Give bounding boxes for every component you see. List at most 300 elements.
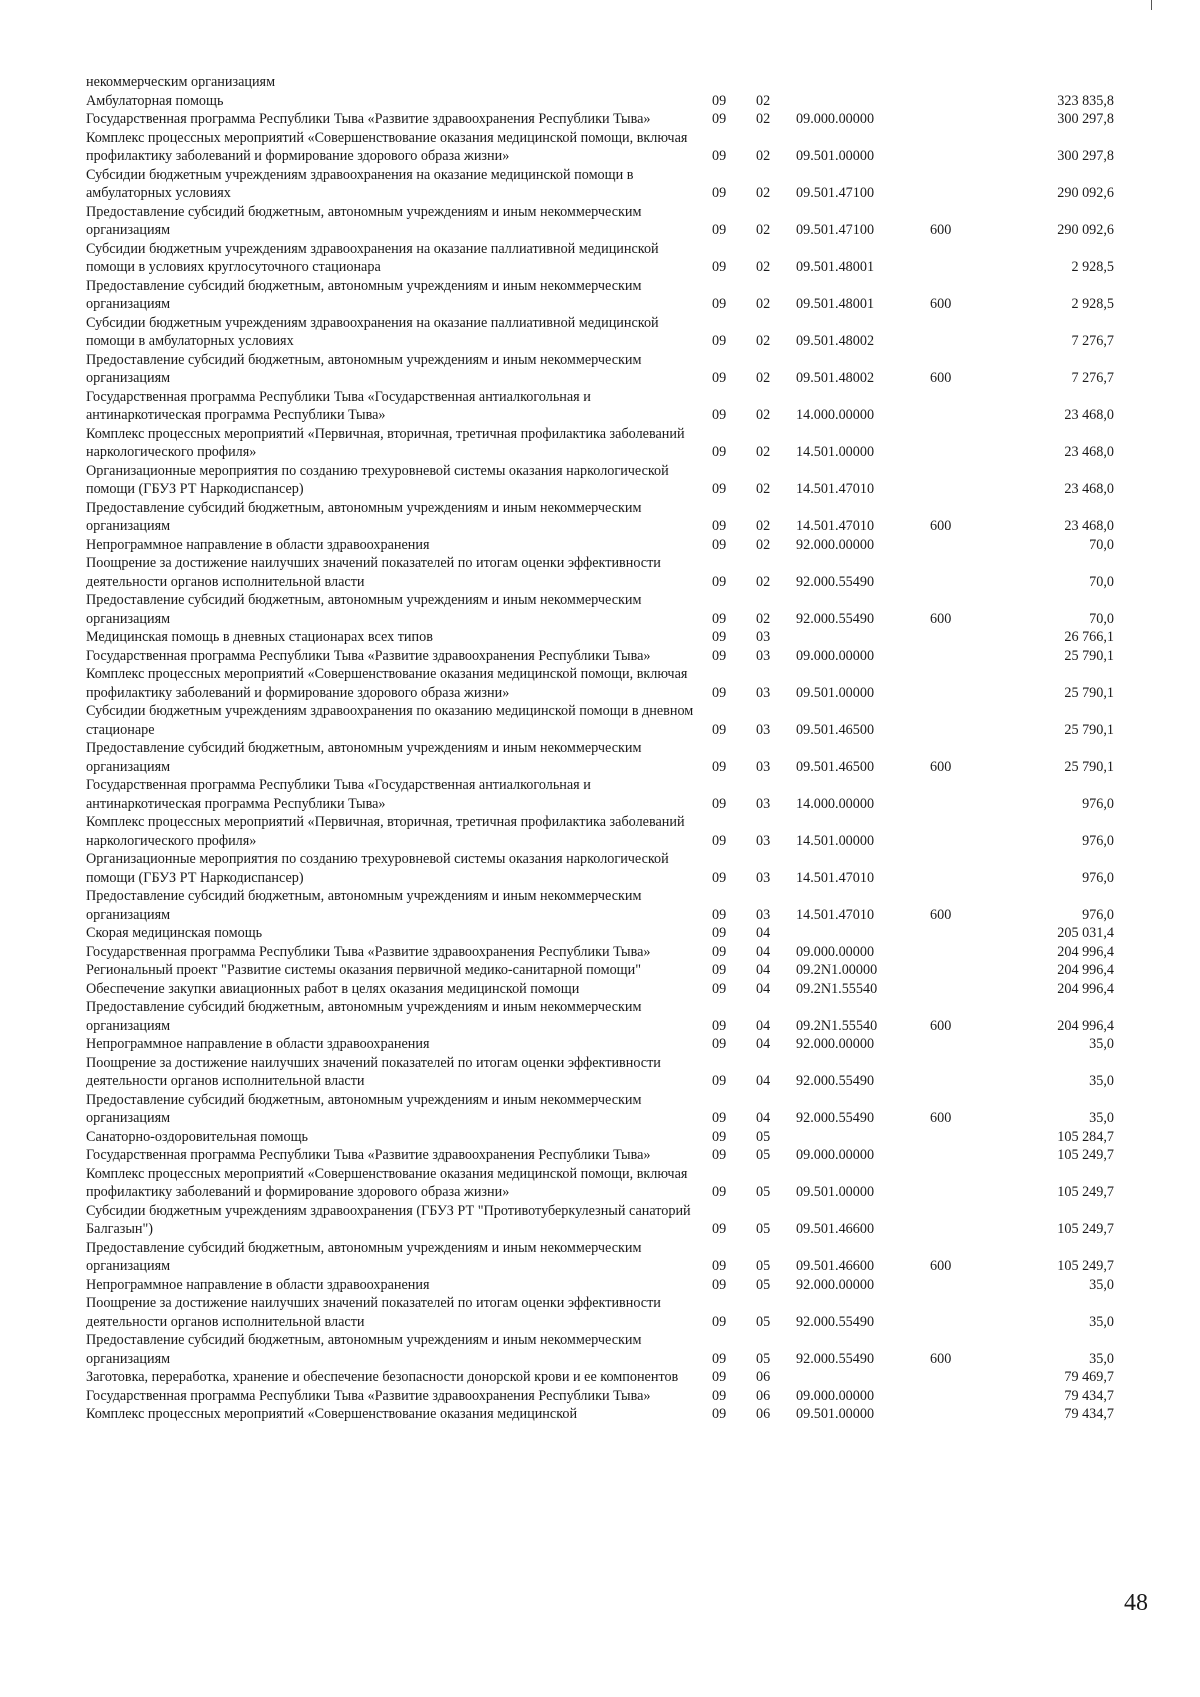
- row-subsection: 03: [756, 647, 771, 664]
- row-amount: 323 835,8: [1057, 92, 1114, 109]
- table-row: [86, 1054, 1126, 1091]
- row-expense-type: [918, 776, 990, 813]
- table-row: [86, 92, 1126, 111]
- table-row: [86, 129, 1126, 166]
- row-target-article: 09.2N1.00000: [796, 962, 878, 978]
- row-amount: 290 092,6: [1057, 222, 1114, 238]
- row-section: 09: [712, 647, 727, 664]
- row-amount: 70,0: [1089, 610, 1114, 627]
- row-target-article: 09.501.48002: [796, 370, 875, 386]
- row-subsection: 05: [756, 1147, 771, 1163]
- row-section: 09: [712, 1313, 727, 1330]
- row-expense-type: [918, 850, 990, 887]
- row-name: Государственная программа Республики Тыва «Развитие здравоохранения Республики Тыва»: [86, 111, 651, 127]
- row-expense-type: [918, 425, 990, 462]
- row-section: 09: [712, 943, 727, 960]
- row-expense-type: 600: [930, 758, 952, 775]
- row-amount: 23 468,0: [1064, 518, 1114, 534]
- row-section: 09: [712, 832, 727, 849]
- table-row: [86, 980, 1126, 999]
- budget-table: [86, 73, 1126, 1424]
- table-row: [86, 1035, 1126, 1054]
- table-row: [86, 166, 1126, 203]
- row-amount: 205 031,4: [1057, 925, 1114, 941]
- row-amount: 105 284,7: [1057, 1128, 1114, 1145]
- row-section: 09: [712, 333, 727, 349]
- row-subsection: 05: [756, 1350, 771, 1367]
- row-expense-type: [918, 1368, 990, 1387]
- row-subsection: 02: [756, 444, 771, 460]
- row-amount: 7 276,7: [1071, 333, 1114, 349]
- row-subsection: 05: [756, 1313, 771, 1330]
- row-amount: 35,0: [1089, 1110, 1114, 1126]
- row-amount: [990, 73, 1126, 92]
- table-row: [86, 961, 1126, 980]
- row-expense-type: [918, 943, 990, 962]
- row-expense-type: 600: [930, 906, 952, 923]
- row-amount: 105 249,7: [1057, 1221, 1114, 1237]
- row-amount: 23 468,0: [1064, 407, 1114, 423]
- row-expense-type: [918, 1054, 990, 1091]
- row-target-article: [790, 1368, 918, 1387]
- row-name: Субсидии бюджетным учреждениям здравоохранения на оказание паллиативной медицинской помощи в амбулаторных условиях: [86, 314, 659, 349]
- row-target-article: 92.000.00000: [796, 1036, 875, 1052]
- table-row: [86, 351, 1126, 388]
- row-section: [706, 73, 750, 92]
- row-target-article: 92.000.00000: [796, 1276, 875, 1293]
- scan-mark: [1151, 0, 1152, 10]
- table-row: [86, 628, 1126, 647]
- row-expense-type: [918, 647, 990, 666]
- row-target-article: 09.501.47100: [796, 222, 875, 238]
- row-name: Предоставление субсидий бюджетным, автономным учреждениям и иным некоммерческим организациям: [86, 203, 642, 238]
- table-row: [86, 314, 1126, 351]
- row-section: 09: [712, 536, 727, 553]
- row-name: Предоставление субсидий бюджетным, автономным учреждениям и иным некоммерческим организациям: [86, 1332, 642, 1367]
- row-amount: 204 996,4: [1057, 1017, 1114, 1034]
- row-amount: 35,0: [1089, 1073, 1114, 1089]
- row-section: 09: [712, 795, 727, 812]
- row-expense-type: [918, 1276, 990, 1295]
- row-subsection: 03: [756, 721, 771, 738]
- row-expense-type: [918, 166, 990, 203]
- row-target-article: 09.501.46600: [796, 1221, 875, 1237]
- row-name: Организационные мероприятия по созданию трехуровневой системы оказания наркологической помощи (ГБУЗ РТ Наркодиспансер): [86, 851, 669, 886]
- row-section: 09: [712, 444, 727, 460]
- table-body: [86, 73, 1126, 1424]
- row-subsection: 04: [756, 943, 771, 960]
- row-section: 09: [712, 980, 727, 997]
- row-target-article: 92.000.55490: [796, 610, 875, 627]
- row-amount: 204 996,4: [1057, 943, 1114, 960]
- row-expense-type: [918, 628, 990, 647]
- row-section: 09: [712, 259, 727, 275]
- row-expense-type: [918, 110, 990, 129]
- row-subsection: 03: [756, 684, 771, 701]
- row-section: 09: [712, 1406, 727, 1422]
- row-expense-type: [918, 1405, 990, 1424]
- page-number: 48: [1124, 1590, 1148, 1616]
- row-expense-type: [918, 536, 990, 555]
- row-subsection: 02: [756, 148, 771, 164]
- row-section: 09: [712, 1073, 727, 1089]
- row-target-article: 14.501.47010: [796, 906, 875, 923]
- row-amount: 35,0: [1089, 1036, 1114, 1052]
- row-subsection: 05: [756, 1276, 771, 1293]
- row-target-article: [790, 924, 918, 943]
- row-section: 09: [712, 1110, 727, 1126]
- row-section: 09: [712, 1258, 727, 1274]
- row-name: Предоставление субсидий бюджетным, автономным учреждениям и иным некоммерческим организациям: [86, 499, 642, 534]
- row-section: 09: [712, 222, 727, 238]
- row-expense-type: [918, 1294, 990, 1331]
- row-subsection: 05: [756, 1128, 771, 1145]
- row-section: 09: [712, 758, 727, 775]
- row-name: Непрограммное направление в области здравоохранения: [86, 1036, 430, 1052]
- row-target-article: [790, 1128, 918, 1147]
- row-subsection: 04: [756, 1017, 771, 1034]
- row-expense-type: [918, 92, 990, 111]
- row-amount: 35,0: [1089, 1313, 1114, 1330]
- row-name: Организационные мероприятия по созданию трехуровневой системы оказания наркологической помощи (ГБУЗ РТ Наркодиспансер): [86, 462, 669, 497]
- row-subsection: 03: [756, 795, 771, 812]
- row-amount: 300 297,8: [1057, 111, 1114, 127]
- row-subsection: 04: [756, 1110, 771, 1126]
- row-amount: 26 766,1: [1064, 629, 1114, 645]
- row-section: 09: [712, 906, 727, 923]
- row-expense-type: [918, 314, 990, 351]
- row-section: 09: [712, 869, 727, 886]
- row-name: Предоставление субсидий бюджетным, автономным учреждениям и иным некоммерческим организациям: [86, 277, 642, 312]
- row-amount: 25 790,1: [1064, 758, 1114, 775]
- row-section: 09: [712, 684, 727, 701]
- row-name: Поощрение за достижение наилучших значений показателей по итогам оценки эффективности деятельности органов исполнительной власти: [86, 1054, 661, 1089]
- row-name: Комплекс процессных мероприятий «Первичная, вторичная, третичная профилактика заболеваний наркологического профиля»: [86, 425, 685, 460]
- row-amount: 23 468,0: [1064, 481, 1114, 497]
- table-row: [86, 1091, 1126, 1128]
- row-subsection: 02: [756, 573, 771, 590]
- row-expense-type: 600: [930, 518, 952, 534]
- row-target-article: 09.000.00000: [796, 943, 875, 960]
- row-subsection: 02: [756, 259, 771, 275]
- row-subsection: 06: [756, 1369, 771, 1385]
- row-target-article: 09.000.00000: [796, 1147, 875, 1163]
- row-expense-type: 600: [930, 1017, 952, 1034]
- table-row: [86, 1239, 1126, 1276]
- row-target-article: [790, 73, 918, 92]
- table-row: [86, 1128, 1126, 1147]
- row-expense-type: [918, 1387, 990, 1406]
- row-name: Предоставление субсидий бюджетным, автономным учреждениям и иным некоммерческим организациям: [86, 888, 642, 923]
- table-row: [86, 924, 1126, 943]
- row-subsection: 02: [756, 296, 771, 312]
- row-expense-type: [918, 462, 990, 499]
- row-section: 09: [712, 518, 727, 534]
- table-row: [86, 1387, 1126, 1406]
- row-subsection: [750, 73, 790, 92]
- row-amount: 79 434,7: [1064, 1387, 1114, 1404]
- table-row: [86, 591, 1126, 628]
- row-subsection: 03: [756, 629, 771, 645]
- row-section: 09: [712, 148, 727, 164]
- row-subsection: 04: [756, 1073, 771, 1089]
- row-section: 09: [712, 185, 727, 201]
- table-row: [86, 665, 1126, 702]
- row-target-article: 92.000.55490: [796, 1110, 875, 1126]
- table-row: [86, 813, 1126, 850]
- row-section: 09: [712, 573, 727, 590]
- row-section: 09: [712, 407, 727, 423]
- table-row: [86, 1405, 1126, 1424]
- row-target-article: 92.000.55490: [796, 1350, 875, 1367]
- row-name: Предоставление субсидий бюджетным, автономным учреждениям и иным некоммерческим организациям: [86, 592, 642, 627]
- row-section: 09: [712, 629, 727, 645]
- row-name: Государственная программа Республики Тыва «Государственная антиалкогольная и антинаркотическая программа Республики Тыва»: [86, 777, 591, 812]
- row-section: 09: [712, 92, 727, 109]
- row-amount: 976,0: [1082, 906, 1114, 923]
- table-row: [86, 1276, 1126, 1295]
- row-subsection: 05: [756, 1221, 771, 1237]
- row-amount: 2 928,5: [1071, 259, 1114, 275]
- row-subsection: 04: [756, 1036, 771, 1052]
- table-row: [86, 739, 1126, 776]
- row-target-article: 14.501.00000: [796, 444, 875, 460]
- row-target-article: 14.501.47010: [796, 518, 875, 534]
- row-expense-type: 600: [930, 296, 952, 312]
- table-row: [86, 554, 1126, 591]
- row-subsection: 02: [756, 610, 771, 627]
- row-name: некоммерческим организациям: [86, 74, 276, 90]
- row-amount: 300 297,8: [1057, 148, 1114, 164]
- row-name: Субсидии бюджетным учреждениям здравоохранения на оказание медицинской помощи в амбулаторных условиях: [86, 166, 634, 201]
- row-section: 09: [712, 721, 727, 738]
- row-subsection: 02: [756, 185, 771, 201]
- row-name: Обеспечение закупки авиационных работ в целях оказания медицинской помощи: [86, 980, 580, 997]
- row-amount: 976,0: [1082, 869, 1114, 886]
- row-amount: 79 434,7: [1064, 1406, 1114, 1422]
- row-name: Комплекс процессных мероприятий «Совершенствование оказания медицинской помощи, включая профилактику заболеваний и формирование здорового образа жизни»: [86, 1165, 688, 1200]
- row-subsection: 02: [756, 481, 771, 497]
- row-subsection: 02: [756, 92, 771, 109]
- row-subsection: 02: [756, 111, 771, 127]
- row-target-article: 09.501.48002: [796, 333, 875, 349]
- row-subsection: 03: [756, 832, 771, 849]
- row-expense-type: 600: [930, 610, 952, 627]
- row-name: Субсидии бюджетным учреждениям здравоохранения на оказание паллиативной медицинской помощи в условиях круглосуточного стационара: [86, 240, 659, 275]
- table-row: [86, 536, 1126, 555]
- row-amount: 70,0: [1089, 536, 1114, 553]
- row-name: Комплекс процессных мероприятий «Первичная, вторичная, третичная профилактика заболеваний наркологического профиля»: [86, 814, 685, 849]
- row-name: Санаторно-оздоровительная помощь: [86, 1128, 309, 1145]
- table-row: [86, 240, 1126, 277]
- row-subsection: 02: [756, 333, 771, 349]
- row-name: Комплекс процессных мероприятий «Совершенствование оказания медицинской помощи, включая профилактику заболеваний и формирование здорового образа жизни»: [86, 129, 688, 164]
- row-target-article: 09.501.00000: [796, 1184, 875, 1200]
- row-amount: 105 249,7: [1057, 1147, 1114, 1163]
- row-section: 09: [712, 1369, 727, 1385]
- table-row: [86, 499, 1126, 536]
- row-section: 09: [712, 962, 727, 978]
- row-subsection: 03: [756, 906, 771, 923]
- row-amount: 204 996,4: [1057, 980, 1114, 997]
- table-row: [86, 73, 1126, 92]
- row-expense-type: [918, 388, 990, 425]
- table-row: [86, 203, 1126, 240]
- row-expense-type: 600: [930, 222, 952, 238]
- row-section: 09: [712, 1350, 727, 1367]
- row-target-article: 09.501.00000: [796, 684, 875, 701]
- table-row: [86, 943, 1126, 962]
- table-row: [86, 388, 1126, 425]
- row-expense-type: [918, 665, 990, 702]
- row-name: Поощрение за достижение наилучших значений показателей по итогам оценки эффективности деятельности органов исполнительной власти: [86, 555, 661, 590]
- row-target-article: 09.501.46600: [796, 1258, 875, 1274]
- row-amount: 25 790,1: [1064, 647, 1114, 664]
- row-expense-type: [918, 1146, 990, 1165]
- table-row: [86, 702, 1126, 739]
- row-target-article: 14.000.00000: [796, 795, 875, 812]
- row-subsection: 06: [756, 1406, 771, 1422]
- row-amount: 25 790,1: [1064, 684, 1114, 701]
- row-amount: 976,0: [1082, 795, 1114, 812]
- row-amount: 23 468,0: [1064, 444, 1114, 460]
- row-target-article: 14.000.00000: [796, 407, 875, 423]
- row-expense-type: [918, 240, 990, 277]
- row-name: Комплекс процессных мероприятий «Совершенствование оказания медицинской: [86, 1406, 578, 1422]
- row-subsection: 04: [756, 980, 771, 997]
- row-expense-type: [918, 1128, 990, 1147]
- table-row: [86, 277, 1126, 314]
- table-row: [86, 647, 1126, 666]
- row-name: Заготовка, переработка, хранение и обеспечение безопасности донорской крови и ее компонентов: [86, 1369, 679, 1385]
- table-row: [86, 887, 1126, 924]
- row-target-article: 09.000.00000: [796, 647, 875, 664]
- row-target-article: 14.501.47010: [796, 869, 875, 886]
- row-target-article: 09.501.47100: [796, 185, 875, 201]
- row-expense-type: [918, 813, 990, 850]
- row-name: Государственная программа Республики Тыва «Развитие здравоохранения Республики Тыва»: [86, 1147, 651, 1163]
- row-expense-type: 600: [930, 1110, 952, 1126]
- row-amount: 105 249,7: [1057, 1258, 1114, 1274]
- row-name: Комплекс процессных мероприятий «Совершенствование оказания медицинской помощи, включая профилактику заболеваний и формирование здорового образа жизни»: [86, 666, 688, 701]
- row-section: 09: [712, 1036, 727, 1052]
- row-name: Амбулаторная помощь: [86, 92, 224, 109]
- row-expense-type: [918, 961, 990, 980]
- row-section: 09: [712, 370, 727, 386]
- row-target-article: 09.501.48001: [796, 259, 875, 275]
- row-expense-type: 600: [930, 370, 952, 386]
- row-section: 09: [712, 1147, 727, 1163]
- table-row: [86, 110, 1126, 129]
- row-expense-type: [918, 924, 990, 943]
- row-subsection: 02: [756, 370, 771, 386]
- row-expense-type: [918, 129, 990, 166]
- row-name: Предоставление субсидий бюджетным, автономным учреждениям и иным некоммерческим организациям: [86, 351, 642, 386]
- row-name: Поощрение за достижение наилучших значений показателей по итогам оценки эффективности деятельности органов исполнительной власти: [86, 1295, 661, 1330]
- row-target-article: 14.501.00000: [796, 832, 875, 849]
- row-amount: 105 249,7: [1057, 1184, 1114, 1200]
- row-amount: 204 996,4: [1057, 962, 1114, 978]
- row-expense-type: [918, 1165, 990, 1202]
- row-subsection: 02: [756, 407, 771, 423]
- row-target-article: 09.501.00000: [796, 1406, 875, 1422]
- row-section: 09: [712, 1221, 727, 1237]
- row-amount: 7 276,7: [1071, 370, 1114, 386]
- row-amount: 25 790,1: [1064, 721, 1114, 738]
- row-section: 09: [712, 481, 727, 497]
- row-section: 09: [712, 1017, 727, 1034]
- row-section: 09: [712, 1276, 727, 1293]
- row-target-article: [790, 92, 918, 111]
- row-name: Предоставление субсидий бюджетным, автономным учреждениям и иным некоммерческим организациям: [86, 1239, 642, 1274]
- row-name: Непрограммное направление в области здравоохранения: [86, 1276, 430, 1293]
- row-name: Медицинская помощь в дневных стационарах всех типов: [86, 629, 433, 645]
- row-name: Субсидии бюджетным учреждениям здравоохранения (ГБУЗ РТ "Противотуберкулезный санаторий Балгазын"): [86, 1202, 691, 1237]
- row-amount: 35,0: [1089, 1276, 1114, 1293]
- row-amount: 976,0: [1082, 832, 1114, 849]
- row-expense-type: [918, 73, 990, 92]
- table-row: [86, 1146, 1126, 1165]
- row-name: Непрограммное направление в области здравоохранения: [86, 536, 430, 553]
- row-name: Предоставление субсидий бюджетным, автономным учреждениям и иным некоммерческим организациям: [86, 740, 642, 775]
- table-row: [86, 776, 1126, 813]
- row-subsection: 04: [756, 962, 771, 978]
- row-expense-type: [918, 1035, 990, 1054]
- row-name: Региональный проект "Развитие системы оказания первичной медико-санитарной помощи": [86, 962, 641, 978]
- row-name: Субсидии бюджетным учреждениям здравоохранения по оказанию медицинской помощи в дневном стационаре: [86, 703, 694, 738]
- table-row: [86, 1331, 1126, 1368]
- row-amount: 70,0: [1089, 573, 1114, 590]
- row-target-article: 09.501.46500: [796, 721, 875, 738]
- row-expense-type: [918, 702, 990, 739]
- row-target-article: 09.000.00000: [796, 1387, 875, 1404]
- row-subsection: 04: [756, 925, 771, 941]
- row-target-article: 92.000.55490: [796, 573, 875, 590]
- row-expense-type: 600: [930, 1258, 952, 1274]
- row-subsection: 05: [756, 1258, 771, 1274]
- row-name: Скорая медицинская помощь: [86, 925, 263, 941]
- row-amount: 35,0: [1089, 1350, 1114, 1367]
- row-expense-type: 600: [930, 1350, 952, 1367]
- row-section: 09: [712, 1184, 727, 1200]
- table-row: [86, 998, 1126, 1035]
- row-subsection: 02: [756, 518, 771, 534]
- row-name: Предоставление субсидий бюджетным, автономным учреждениям и иным некоммерческим организациям: [86, 999, 642, 1034]
- row-name: Государственная программа Республики Тыва «Развитие здравоохранения Республики Тыва»: [86, 1387, 651, 1404]
- row-name: Государственная программа Республики Тыва «Государственная антиалкогольная и антинаркотическая программа Республики Тыва»: [86, 388, 591, 423]
- row-target-article: 09.501.46500: [796, 758, 875, 775]
- row-subsection: 03: [756, 869, 771, 886]
- row-name: Предоставление субсидий бюджетным, автономным учреждениям и иным некоммерческим организациям: [86, 1091, 642, 1126]
- row-expense-type: [918, 554, 990, 591]
- row-section: 09: [712, 296, 727, 312]
- row-expense-type: [918, 980, 990, 999]
- row-section: 09: [712, 111, 727, 127]
- row-target-article: [790, 628, 918, 647]
- row-section: 09: [712, 925, 727, 941]
- table-row: [86, 1368, 1126, 1387]
- row-target-article: 09.501.48001: [796, 296, 875, 312]
- row-amount: 79 469,7: [1064, 1369, 1114, 1385]
- table-row: [86, 1165, 1126, 1202]
- row-subsection: 05: [756, 1184, 771, 1200]
- row-target-article: 92.000.00000: [796, 536, 875, 553]
- row-amount: 290 092,6: [1057, 185, 1114, 201]
- row-section: 09: [712, 610, 727, 627]
- row-target-article: 14.501.47010: [796, 481, 875, 497]
- row-target-article: 09.000.00000: [796, 111, 875, 127]
- row-target-article: 92.000.55490: [796, 1073, 875, 1089]
